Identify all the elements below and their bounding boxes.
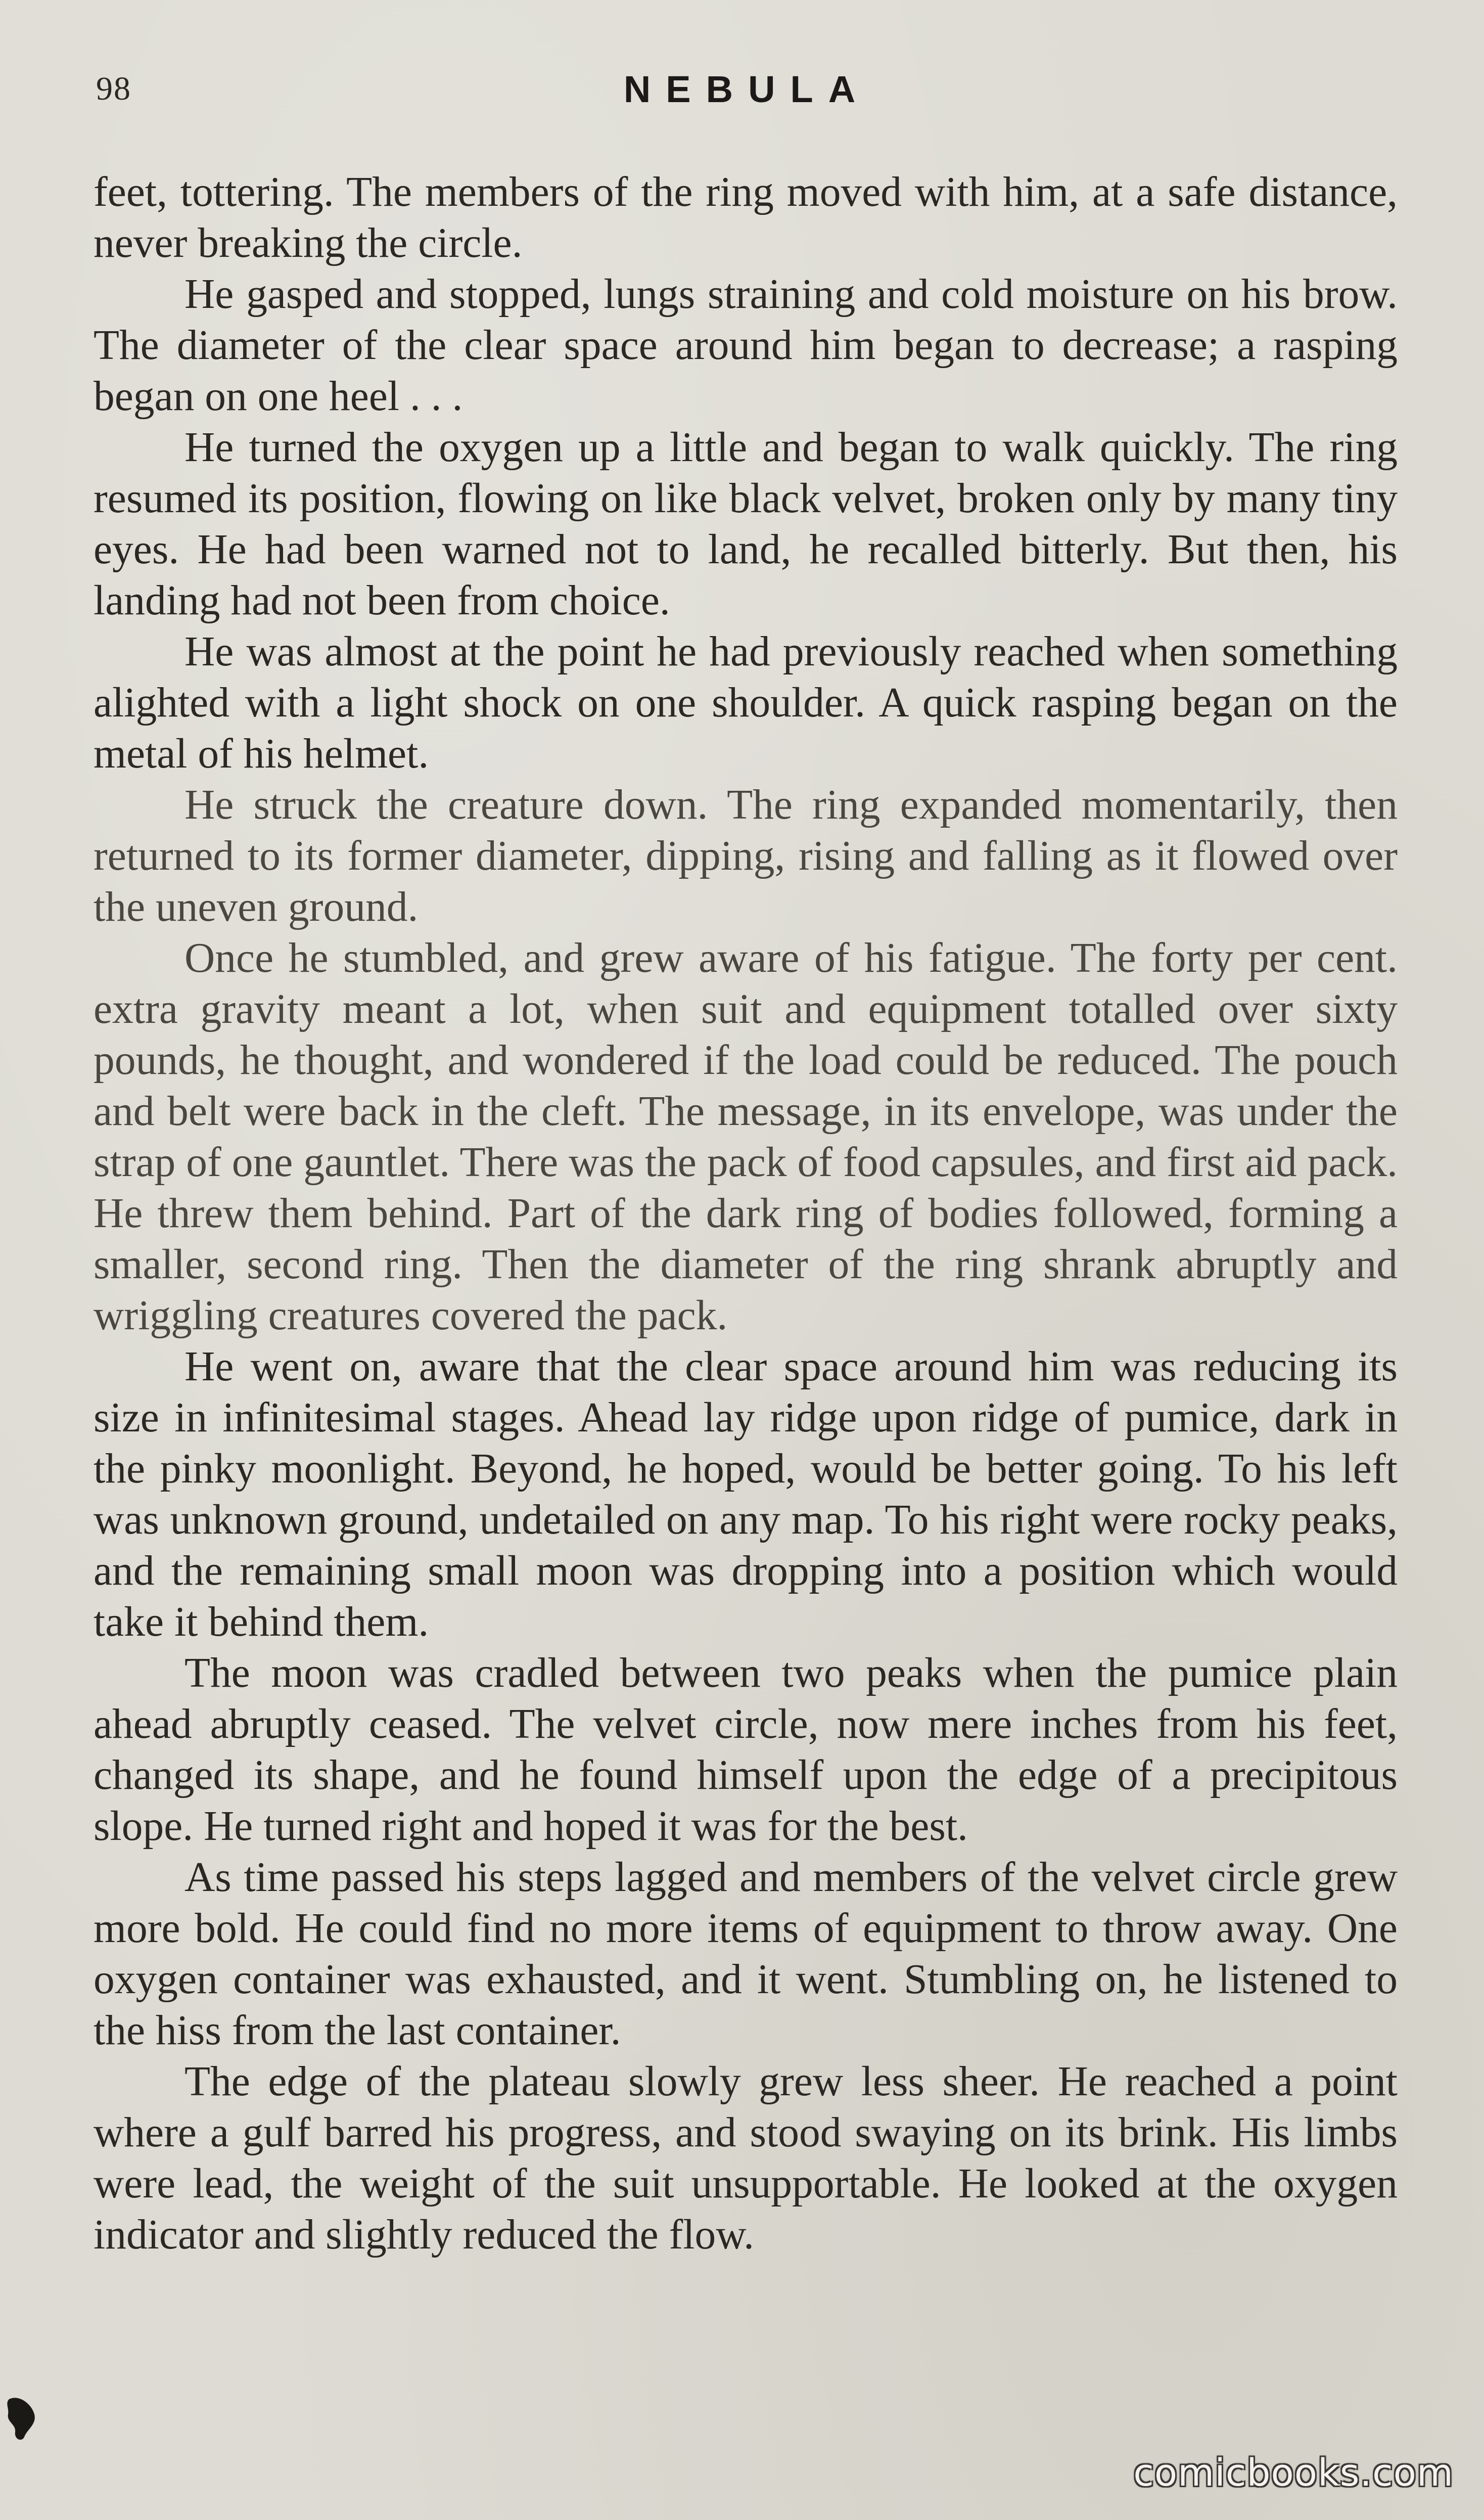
paragraph: The edge of the plateau slowly grew less sheer. He reached a point where a gulf barred his progress, and stood swaying on its brink. His limbs were lead, the weight of the suit unsupportable. He looked at the oxygen indicator and slightly reduced the flow.	[94, 2058, 1398, 2258]
running-title: NEBULA	[623, 68, 871, 110]
page-header	[96, 61, 1398, 121]
paragraph: Once he stumbled, and grew aware of his fatigue. The forty per cent. extra gravity meant a lot, when suit and equipment totalled over sixty pounds, he thought, and wondered if the load could be reduced. The pouch and belt were back in the cleft. The message, in its envelope, was under the strap of one gauntlet. There was the pack of food capsules, and first aid pack. He threw them behind. Part of the dark ring of bodies followed, forming a smaller, second ring. Then the diameter of the ring shrank abruptly and wriggling creatures covered the pack.	[94, 935, 1398, 1339]
paragraph: feet, tottering. The members of the ring moved with him, at a safe distance, never breaking the circle.	[94, 169, 1398, 266]
story-text	[94, 167, 1398, 2261]
site-watermark: comicbooks.com	[1133, 2451, 1454, 2495]
page-number: 98	[96, 70, 131, 107]
paragraph: He turned the oxygen up a little and began to walk quickly. The ring resumed its position, flowing on like black velvet, broken only by many tiny eyes. He had been warned not to land, he recalled bitterly. But then, his landing had not been from choice.	[94, 424, 1398, 624]
paragraph: The moon was cradled between two peaks when the pumice plain ahead abruptly ceased. The velvet circle, now mere inches from his feet, changed its shape, and he found himself upon the edge of a precipitous slope. He turned right and hoped it was for the best.	[94, 1650, 1398, 1850]
paragraph: As time passed his steps lagged and members of the velvet circle grew more bold. He could find no more items of equipment to throw away. One oxygen container was exhausted, and it went. Stumbling on, he listened to the hiss from the last container.	[94, 1854, 1398, 2054]
paragraph: He went on, aware that the clear space around him was reducing its size in infinitesimal stages. Ahead lay ridge upon ridge of pumice, dark in the pinky moonlight. Beyond, he hoped, would be better going. To his left was unknown ground, undetailed on any map. To his right were rocky peaks, and the remaining small moon was dropping into a position which would take it behind them.	[94, 1343, 1398, 1645]
ink-smudge-icon	[4, 2394, 39, 2442]
paragraph: He was almost at the point he had previously reached when something alighted with a light shock on one shoulder. A quick rasping began on the metal of his helmet.	[94, 628, 1398, 777]
paragraph: He struck the creature down. The ring expanded momentarily, then returned to its former diameter, dipping, rising and falling as it flowed over the uneven ground.	[94, 782, 1398, 930]
paragraph: He gasped and stopped, lungs straining and cold moisture on his brow. The diameter of the clear space around him began to decrease; a rasping began on one heel . . .	[94, 271, 1398, 420]
